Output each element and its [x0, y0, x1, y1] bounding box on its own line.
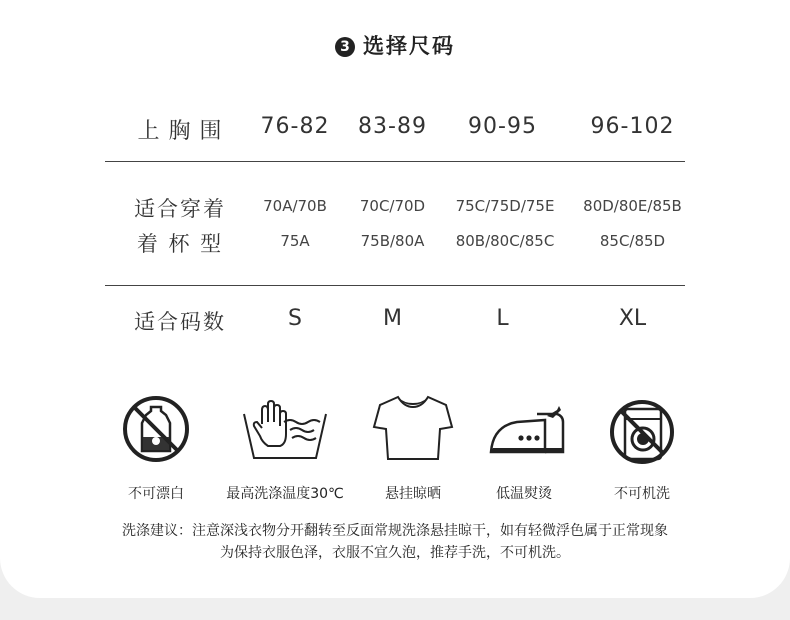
bust-range: 90-95: [468, 114, 537, 139]
step-number-badge: 3: [335, 37, 355, 57]
cup-label-line2: 着 杯 型: [136, 232, 224, 256]
table-divider: [105, 161, 685, 162]
cup-size: 75C/75D/75E: [455, 197, 555, 215]
hang-dry-icon: [372, 393, 454, 465]
cup-size: 85C/85D: [599, 232, 666, 250]
low-iron-icon: [487, 402, 567, 458]
care-label: 悬挂晾晒: [385, 486, 441, 502]
bust-range: 83-89: [358, 114, 427, 139]
wash-advice-line1: 洗涤建议：注意深浅衣物分开翻转至反面常规洗涤悬挂晾干，如有轻微浮色属于正常现象: [122, 523, 668, 539]
cup-size: 70C/70D: [359, 197, 426, 215]
care-label: 最高洗涤温度30℃: [226, 486, 344, 502]
size-label: 适合码数: [134, 310, 226, 334]
care-label: 不可机洗: [614, 486, 670, 502]
section-title: [0, 30, 790, 60]
size-value: M: [383, 306, 402, 331]
table-divider: [105, 285, 685, 286]
hand-wash-icon: [240, 400, 330, 462]
cup-label-line1: 适合穿着: [134, 197, 226, 221]
cup-size: 80B/80C/85C: [455, 232, 555, 250]
no-machine-wash-icon: [607, 397, 677, 467]
size-value: S: [288, 306, 302, 331]
bust-range: 96-102: [590, 114, 675, 139]
bust-range: 76-82: [260, 114, 330, 139]
cup-size: 70A/70B: [263, 197, 327, 215]
wash-advice-line2: 为保持衣服色泽，衣服不宜久泡，推荐手洗，不可机洗。: [220, 545, 570, 561]
cup-size: 75B/80A: [360, 232, 425, 250]
care-label: 不可漂白: [128, 486, 184, 502]
cup-size: 75A: [280, 232, 310, 250]
size-value: L: [496, 306, 509, 331]
section-title-text: 选择尺码: [363, 34, 455, 58]
size-value: XL: [618, 306, 647, 331]
no-bleach-icon: [120, 393, 192, 465]
care-label: 低温熨烫: [496, 486, 552, 502]
cup-size: 80D/80E/85B: [583, 197, 682, 215]
bust-label: 上 胸 围: [137, 119, 223, 144]
